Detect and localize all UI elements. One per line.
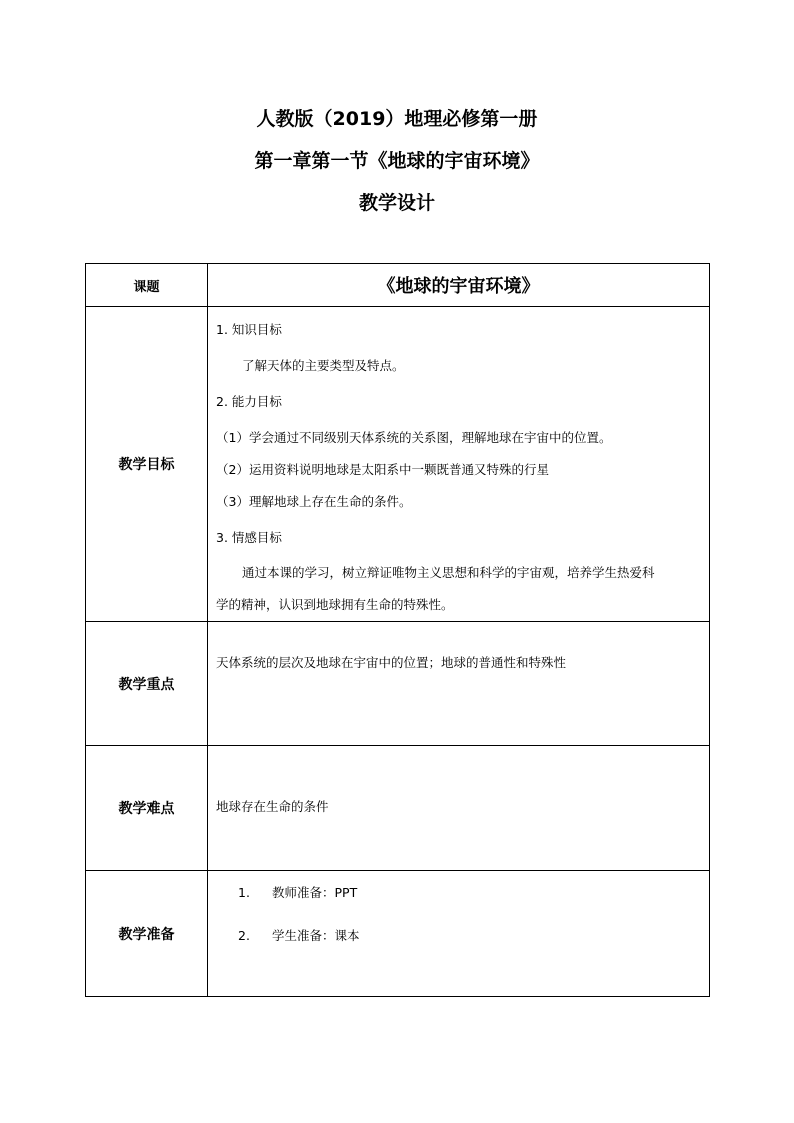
difficulties-label: 教学难点 [86, 746, 208, 871]
course-label: 课题 [86, 264, 208, 307]
key-points-text: 天体系统的层次及地球在宇宙中的位置；地球的普通性和特殊性 [216, 655, 567, 670]
course-name: 《地球的宇宙环境》 [208, 264, 710, 307]
preparation-item-number: 1. [238, 885, 250, 900]
document-title-line3: 教学设计 [358, 192, 435, 214]
ability-item: （1）学会通过不同级别天体系统的关系图，理解地球在宇宙中的位置。 [216, 430, 612, 445]
objectives-row [86, 307, 710, 622]
ability-item: （2）运用资料说明地球是太阳系中一颗既普通又特殊的行星 [216, 462, 549, 477]
key-points-row [86, 622, 710, 746]
ability-item: （3）理解地球上存在生命的条件。 [216, 494, 412, 509]
lesson-plan-table [85, 263, 710, 997]
preparation-item [216, 927, 701, 945]
course-row [86, 264, 710, 307]
key-points-content [208, 622, 710, 746]
preparation-item-number: 2. [238, 928, 250, 943]
emotion-text-line2: 学的精神，认识到地球拥有生命的特殊性。 [216, 597, 454, 612]
preparation-item-text: 学生准备：课本 [272, 928, 360, 943]
preparation-item [216, 884, 701, 902]
difficulties-text: 地球存在生命的条件 [216, 799, 329, 814]
preparation-row [86, 871, 710, 997]
key-points-label: 教学重点 [86, 622, 208, 746]
knowledge-heading: 1. 知识目标 [216, 322, 282, 337]
difficulties-content [208, 746, 710, 871]
objectives-content [208, 307, 710, 622]
emotion-text-line1: 通过本课的学习，树立辩证唯物主义思想和科学的宇宙观，培养学生热爱科 [242, 565, 655, 580]
difficulties-row [86, 746, 710, 871]
preparation-content [208, 871, 710, 997]
preparation-label: 教学准备 [86, 871, 208, 997]
preparation-item-text: 教师准备：PPT [272, 885, 358, 900]
document-title-line1: 人教版（2019）地理必修第一册 [256, 108, 538, 130]
ability-heading: 2. 能力目标 [216, 394, 282, 409]
emotion-heading: 3. 情感目标 [216, 530, 282, 545]
knowledge-text: 了解天体的主要类型及特点。 [242, 358, 405, 373]
document-title-line2: 第一章第一节《地球的宇宙环境》 [254, 150, 540, 172]
objectives-label: 教学目标 [86, 307, 208, 622]
